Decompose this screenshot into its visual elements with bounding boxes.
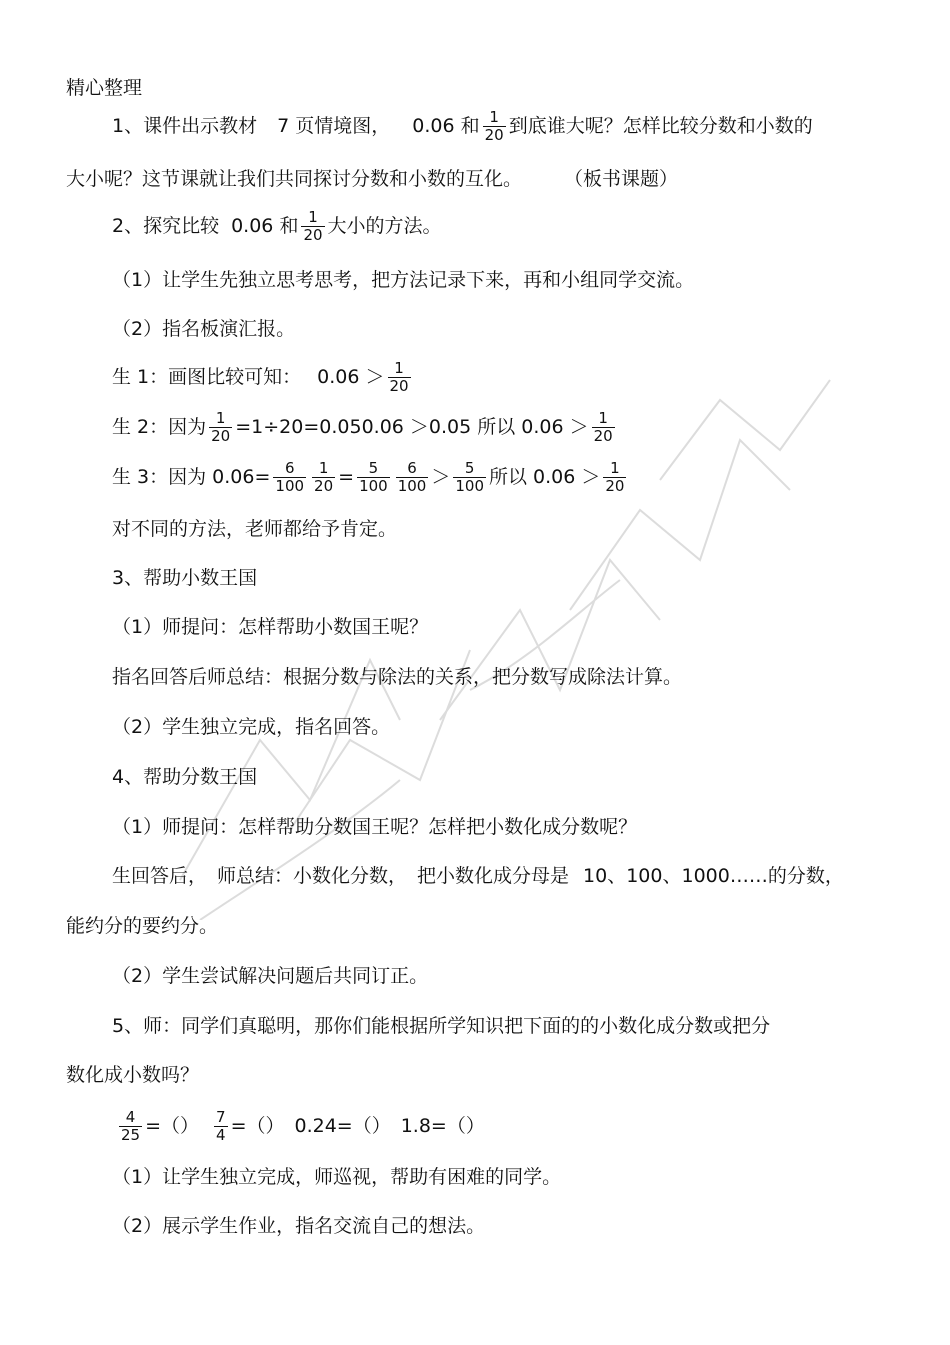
- fraction: $\frac{1}{20}$: [593, 408, 613, 445]
- text-segment: ＞: [431, 466, 451, 488]
- text-segment: 10、100、1000……的分数，: [583, 865, 844, 887]
- text-segment: 把小数化成分母是: [417, 865, 570, 887]
- paragraph-5-line-1: 5、师：同学们真聪明，那你们能根据所学知识把下面的的小数化成分数或把分: [112, 1015, 771, 1037]
- text-segment: =1÷20=0.050.06 ＞0.05 所以 0.06 ＞: [235, 416, 589, 438]
- text-segment: 2、探究比较: [112, 215, 220, 237]
- page-title: 精心整理: [66, 77, 143, 99]
- step-5-1: （1）让学生独立完成，师巡视，帮助有困难的同学。: [112, 1166, 562, 1188]
- text-segment: 0.24=（）: [294, 1115, 391, 1137]
- text-segment: 0.06 ＞: [317, 366, 385, 388]
- fraction: $\frac{1}{20}$: [389, 358, 409, 395]
- step-3-summary: 指名回答后师总结：根据分数与除法的关系，把分数写成除法计算。: [112, 666, 683, 688]
- text-segment: 生 3：因为 0.06=: [112, 466, 271, 488]
- step-2-1: （1）让学生先独立思考思考，把方法记录下来，再和小组同学交流。: [112, 269, 695, 291]
- text-segment: （板书课题）: [564, 168, 679, 190]
- student-answer-1: [112, 355, 414, 399]
- text-segment: 生 1：画图比较可知：: [112, 366, 302, 388]
- text-segment: 生 2：因为: [112, 416, 207, 438]
- text-segment: 大小呢？这节课就让我们共同探讨分数和小数的互化。: [66, 168, 523, 190]
- fraction: $\frac{6}{100}$: [397, 458, 427, 495]
- text-segment: 1、课件出示教材: [112, 115, 258, 137]
- fraction: $\frac{5}{100}$: [455, 458, 484, 495]
- step-4-summary-line-1: [112, 864, 844, 888]
- text-segment: 师总结：小数化分数，: [217, 865, 408, 887]
- step-3-2: （2）学生独立完成，指名回答。: [112, 716, 391, 738]
- fraction: $\frac{1}{20}$: [605, 458, 625, 495]
- paragraph-1-line-1: [112, 104, 813, 148]
- student-answer-2: [112, 405, 618, 449]
- text-segment: =（）: [230, 1115, 285, 1137]
- text-segment: 0.06 和: [231, 215, 299, 237]
- exercise-line: [116, 1104, 485, 1148]
- text-segment: 到底谁大呢？怎样比较分数和小数的: [508, 115, 813, 137]
- text-segment: 0.06 和: [412, 115, 480, 137]
- text-segment: 大小的方法。: [327, 215, 442, 237]
- fraction: $\frac{1}{20}$: [484, 107, 504, 144]
- student-answer-3: [112, 455, 629, 499]
- paragraph-1-line-2: [66, 167, 678, 191]
- step-4-1: （1）师提问：怎样帮助分数国王呢？怎样把小数化成分数呢？: [112, 816, 638, 838]
- text-segment: 7 页情境图，: [277, 115, 391, 137]
- fraction: $\frac{4}{25}$: [121, 1107, 141, 1144]
- text-segment: 1.8=（）: [400, 1115, 485, 1137]
- text-segment: 生回答后，: [112, 865, 208, 887]
- fraction: $\frac{5}{100}$: [359, 458, 388, 495]
- fraction: $\frac{6}{100}$: [275, 458, 305, 495]
- fraction: $\frac{1}{20}$: [314, 458, 334, 495]
- paragraph-2-conclusion: 对不同的方法，老师都给予肯定。: [112, 518, 398, 540]
- text-segment: =: [338, 466, 355, 488]
- step-4-summary-line-2: 能约分的要约分。: [66, 915, 219, 937]
- text-segment: =（）: [145, 1115, 200, 1137]
- step-2-2: （2）指名板演汇报。: [112, 318, 296, 340]
- fraction: $\frac{1}{20}$: [303, 207, 323, 244]
- text-segment: 所以 0.06 ＞: [489, 466, 601, 488]
- fraction: $\frac{7}{4}$: [216, 1107, 226, 1144]
- paragraph-5-line-2: 数化成小数吗？: [66, 1064, 200, 1086]
- fraction: $\frac{1}{20}$: [211, 408, 231, 445]
- paragraph-3-heading: 3、帮助小数王国: [112, 567, 258, 589]
- step-5-2: （2）展示学生作业，指名交流自己的想法。: [112, 1215, 486, 1237]
- paragraph-4-heading: 4、帮助分数王国: [112, 766, 258, 788]
- paragraph-2-heading: [112, 204, 442, 248]
- step-3-1: （1）师提问：怎样帮助小数国王呢？: [112, 616, 429, 638]
- step-4-2: （2）学生尝试解决问题后共同订正。: [112, 965, 429, 987]
